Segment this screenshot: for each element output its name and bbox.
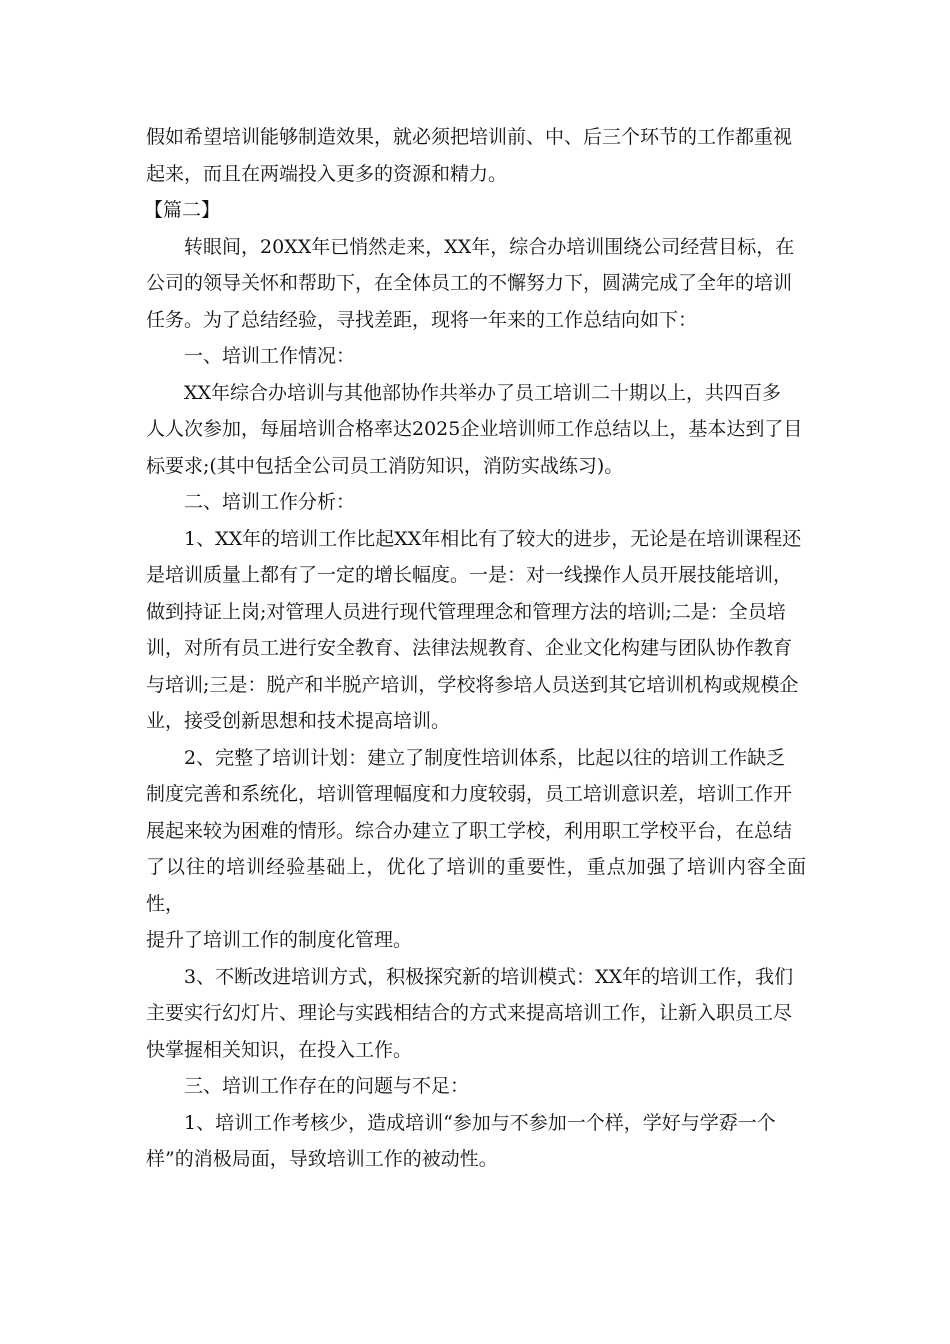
text-line: 业，接受创新思想和技术提高培训。 [146, 710, 451, 732]
text-line: 制度完善和系统化，培训管理幅度和力度较弱，员工培训意识差，培训工作开 [146, 783, 793, 805]
text-line: 假如希望培训能够制造效果，就必须把培训前、中、后三个环节的工作都重视 [146, 126, 793, 148]
text-line: 快掌握相关知识，在投入工作。 [146, 1038, 413, 1061]
text-line: 标要求;(其中包括全公司员工消防知识，消防实战练习)。 [146, 454, 624, 477]
section-label: 【篇二】 [144, 199, 221, 221]
text-line: 与培训;三是：脱产和半脱产培训，学校将参培人员送到其它培训机构或规模企 [146, 673, 799, 696]
text-line: 做到持证上岗;对管理人员进行现代管理理念和管理方法的培训;二是：全员培 [146, 600, 786, 623]
text-line: 提升了培训工作的制度化管理。 [146, 929, 413, 951]
text-line: 公司的领导关怀和帮助下，在全体员工的不懈努力下，圆满完成了全年的培训 [146, 272, 793, 294]
text-line: 起来，而且在两端投入更多的资源和精力。 [146, 162, 508, 185]
text-line: 样”的消极局面，导致培训工作的被动性。 [146, 1148, 498, 1170]
paragraph-analysis-1 [146, 521, 806, 740]
intro-paragraph [146, 119, 806, 192]
text-line: 二、培训工作分析： [184, 491, 356, 513]
text-line: 人人次参加，每届培训合格率达2025企业培训师工作总结以上，基本达到了目 [146, 418, 803, 440]
paragraph-training-status [146, 375, 806, 485]
subheading-problems [146, 1068, 806, 1105]
subheading-training-status [146, 338, 806, 375]
subheading-training-analysis [146, 484, 806, 521]
paragraph-problems-1 [146, 1105, 806, 1178]
text-line: 训，对所有员工进行安全教育、法律法规教育、企业文化构建与团队协作教育 [146, 637, 793, 659]
paragraph-opening [146, 229, 806, 339]
text-line: 转眼间，20XX年已悄然走来，XX年，综合办培训围绕公司经营目标，在 [184, 235, 795, 258]
text-line: 了以往的培训经验基础上，优化了培训的重要性，重点加强了培训内容全面性， [146, 856, 806, 915]
text-line: 3、不断改进培训方式，积极探究新的培训模式：XX年的培训工作，我们 [184, 965, 794, 988]
text-line: 任务。为了总结经验，寻找差距，现将一年来的工作总结向如下： [146, 308, 698, 331]
text-line: 1、XX年的培训工作比起XX年相比有了较大的进步，无论是在培训课程还 [184, 527, 802, 550]
text-line: 是培训质量上都有了一定的增长幅度。一是：对一线操作人员开展技能培训， [146, 564, 793, 586]
paragraph-analysis-2 [146, 740, 806, 959]
text-line: 展起来较为困难的情形。综合办建立了职工学校，利用职工学校平台，在总结 [146, 819, 793, 842]
text-line: 1、培训工作考核少，造成培训“参加与不参加一个样，学好与学孬一个 [184, 1111, 776, 1134]
text-line: 2、完整了培训计划：建立了制度性培训体系，比起以往的培训工作缺乏 [184, 746, 786, 769]
text-line: XX年综合办培训与其他部协作共举办了员工培训二十期以上，共四百多 [184, 381, 782, 404]
text-line: 主要实行幻灯片、理论与实践相结合的方式来提高培训工作，让新入职员工尽 [146, 1002, 793, 1024]
text-line: 一、培训工作情况： [184, 345, 356, 367]
document-body [146, 119, 806, 1178]
text-line: 三、培训工作存在的问题与不足： [184, 1075, 470, 1097]
paragraph-analysis-3 [146, 959, 806, 1069]
